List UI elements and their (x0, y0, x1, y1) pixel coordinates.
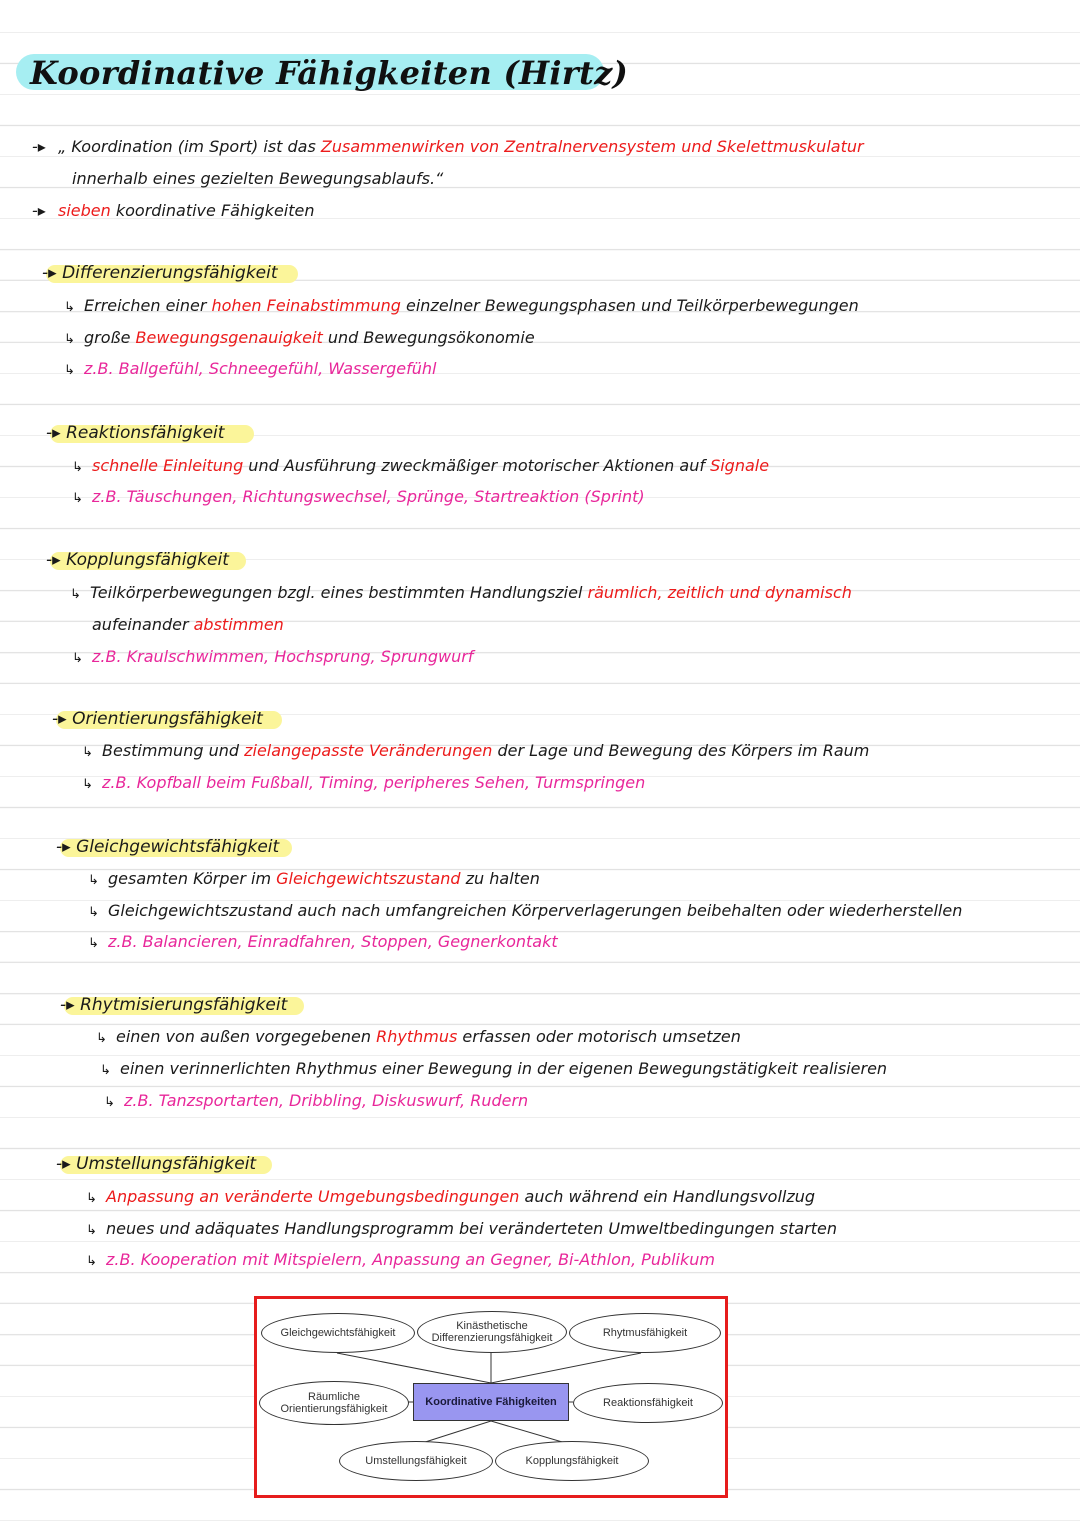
point-text: und Bewegungsökonomie (322, 328, 535, 347)
node-kopplung (495, 1441, 649, 1481)
section-title: Orientierungsfähigkeit (72, 709, 263, 729)
hook-arrow-icon: ↳ (64, 332, 75, 347)
point-text: Teilkörperbewegungen bzgl. eines bestimmten Handlungsziel (90, 583, 588, 602)
point-highlight: Anpassung an veränderte Umgebungsbedingungen (106, 1187, 520, 1206)
connector-line (337, 1353, 491, 1383)
point-text: einen verinnerlichten Rhythmus einer Bewegung in der eigenen Bewegungstätigkeit realisieren (120, 1059, 888, 1078)
node-label: Reaktionsfähigkeit (603, 1397, 693, 1409)
intro-text: „ Koordination (im Sport) ist das (58, 137, 321, 156)
hook-arrow-icon: ↳ (88, 905, 99, 920)
section-point (100, 1058, 887, 1082)
section-heading-rhythmisierung (56, 994, 287, 1016)
point-text: aufeinander (92, 615, 194, 634)
example-text: z.B. Täuschungen, Richtungswechsel, Sprünge, Startreaktion (Sprint) (92, 487, 645, 506)
intro-text: innerhalb eines gezielten Bewegungsablaufs.“ (72, 169, 444, 188)
point-text: der Lage und Bewegung des Körpers im Raum (492, 741, 870, 760)
point-highlight: schnelle Einleitung (92, 456, 244, 475)
example-text: z.B. Kopfball beim Fußball, Timing, peripheres Sehen, Turmspringen (102, 773, 646, 792)
section-point (82, 740, 869, 764)
node-rhythmus (569, 1313, 721, 1353)
intro-line-2 (72, 168, 443, 190)
section-heading-gleichgewicht (52, 836, 279, 858)
point-text: einen von außen vorgegebenen (116, 1027, 377, 1046)
example-text: z.B. Kooperation mit Mitspielern, Anpassung an Gegner, Bi-Athlon, Publikum (106, 1250, 715, 1269)
section-point (88, 868, 540, 892)
point-highlight: Gleichgewichtszustand (276, 869, 461, 888)
node-label-line: Räumliche (308, 1391, 360, 1403)
section-heading-kopplung (42, 549, 229, 571)
hook-arrow-icon: ↳ (72, 491, 83, 506)
node-koordinative-faehigkeiten (413, 1383, 569, 1421)
section-point (72, 455, 769, 479)
hook-arrow-icon: ↳ (104, 1095, 115, 1110)
page-title: Koordinative Fähigkeiten (Hirtz) (30, 54, 629, 92)
node-label-line: Differenzierungsfähigkeit (431, 1332, 553, 1344)
arrow-icon: -▸ (42, 263, 57, 283)
node-label (432, 1320, 553, 1344)
title-block (16, 48, 628, 98)
hook-arrow-icon: ↳ (82, 777, 93, 792)
example-text: z.B. Ballgefühl, Schneegefühl, Wassergefühl (84, 359, 437, 378)
section-example (88, 931, 558, 955)
section-title: Kopplungsfähigkeit (66, 550, 229, 570)
section-heading-differenzierung (38, 262, 278, 284)
arrow-icon: -▸ (60, 995, 75, 1015)
arrow-icon: -▸ (52, 709, 67, 729)
section-title: Gleichgewichtsfähigkeit (76, 837, 280, 857)
example-text: z.B. Tanzsportarten, Dribbling, Diskuswurf, Rudern (124, 1091, 529, 1110)
node-label: Gleichgewichtsfähigkeit (280, 1327, 396, 1339)
section-heading-orientierung (48, 708, 263, 730)
section-point (88, 900, 962, 924)
point-text: Bestimmung und (102, 741, 245, 760)
hook-arrow-icon: ↳ (82, 745, 93, 760)
hook-arrow-icon: ↳ (96, 1031, 107, 1046)
section-heading-reaktion (42, 422, 224, 444)
point-text: Gleichgewichtszustand auch nach umfangreichen Körperverlagerungen beibehalten oder wiederherstellen (108, 901, 963, 920)
section-example (82, 772, 645, 796)
point-text: erfassen oder motorisch umsetzen (457, 1027, 741, 1046)
intro-highlight: sieben (58, 201, 111, 220)
point-text: Erreichen einer (84, 296, 212, 315)
node-label-line: Kinästhetische (456, 1320, 528, 1332)
node-raeumliche-orientierung (259, 1381, 409, 1425)
section-title: Umstellungsfähigkeit (76, 1154, 257, 1174)
section-example (86, 1249, 715, 1273)
section-point (64, 295, 859, 319)
hook-arrow-icon: ↳ (88, 936, 99, 951)
example-text: z.B. Balancieren, Einradfahren, Stoppen, Gegnerkontakt (108, 932, 558, 951)
coordination-diagram (254, 1296, 728, 1498)
hook-arrow-icon: ↳ (72, 460, 83, 475)
arrow-icon: -▸ (56, 1154, 71, 1174)
hook-arrow-icon: ↳ (72, 651, 83, 666)
arrow-icon: -▸ (46, 423, 61, 443)
point-highlight: hohen Feinabstimmung (211, 296, 401, 315)
point-text: auch während ein Handlungsvollzug (519, 1187, 816, 1206)
point-highlight: räumlich, zeitlich und dynamisch (587, 583, 852, 602)
node-label: Umstellungsfähigkeit (365, 1455, 467, 1467)
hook-arrow-icon: ↳ (64, 363, 75, 378)
node-label-line: Orientierungsfähigkeit (280, 1403, 388, 1415)
section-title: Differenzierungsfähigkeit (62, 263, 278, 283)
section-point (86, 1218, 837, 1242)
point-text: und Ausführung zweckmäßiger motorischer Aktionen auf (243, 456, 711, 475)
section-example (72, 646, 473, 670)
section-point (70, 582, 852, 606)
node-label: Koordinative Fähigkeiten (425, 1396, 557, 1408)
point-text: gesamten Körper im (108, 869, 277, 888)
point-text: neues und adäquates Handlungsprogramm bei veränderteten Umweltbedingungen starten (106, 1219, 837, 1238)
section-point (64, 327, 535, 351)
section-example (104, 1090, 528, 1114)
node-reaktion (573, 1383, 723, 1423)
node-label: Kopplungsfähigkeit (525, 1455, 619, 1467)
section-point (96, 1026, 741, 1050)
point-highlight: Rhythmus (376, 1027, 458, 1046)
point-highlight: Bewegungsgenauigkeit (135, 328, 323, 347)
point-highlight: abstimmen (193, 615, 284, 634)
hook-arrow-icon: ↳ (86, 1223, 97, 1238)
point-text: zu halten (460, 869, 540, 888)
arrow-icon: -▸ (56, 837, 71, 857)
hook-arrow-icon: ↳ (86, 1191, 97, 1206)
intro-line-3 (32, 200, 315, 222)
intro-highlight: Zusammenwirken von Zentralnervensystem und Skelettmuskulatur (320, 137, 864, 156)
point-text: große (84, 328, 136, 347)
intro-line-1 (32, 136, 864, 158)
hook-arrow-icon: ↳ (70, 587, 81, 602)
section-example (64, 358, 437, 382)
point-text: einzelner Bewegungsphasen und Teilkörperbewegungen (400, 296, 859, 315)
example-text: z.B. Kraulschwimmen, Hochsprung, Sprungwurf (92, 647, 474, 666)
point-highlight: zielangepasste Veränderungen (244, 741, 493, 760)
intro-text: koordinative Fähigkeiten (110, 201, 315, 220)
point-highlight: Signale (710, 456, 770, 475)
node-label: Rhytmusfähigkeit (602, 1327, 688, 1339)
section-title: Reaktionsfähigkeit (66, 423, 225, 443)
arrow-icon: -▸ (46, 550, 61, 570)
hook-arrow-icon: ↳ (88, 873, 99, 888)
section-title: Rhytmisierungsfähigkeit (80, 995, 288, 1015)
node-label (280, 1391, 387, 1415)
connector-line (491, 1353, 641, 1383)
hook-arrow-icon: ↳ (100, 1063, 111, 1078)
node-umstellung (339, 1441, 493, 1481)
arrow-icon: -▸ (32, 201, 46, 220)
section-point (86, 1186, 815, 1210)
arrow-icon: -▸ (32, 137, 46, 156)
node-kinaesthetische-differenzierung (417, 1311, 567, 1353)
section-heading-umstellung (52, 1153, 256, 1175)
section-point-cont (92, 614, 284, 636)
node-gleichgewicht (261, 1313, 415, 1353)
hook-arrow-icon: ↳ (86, 1254, 97, 1269)
hook-arrow-icon: ↳ (64, 300, 75, 315)
section-example (72, 486, 645, 510)
